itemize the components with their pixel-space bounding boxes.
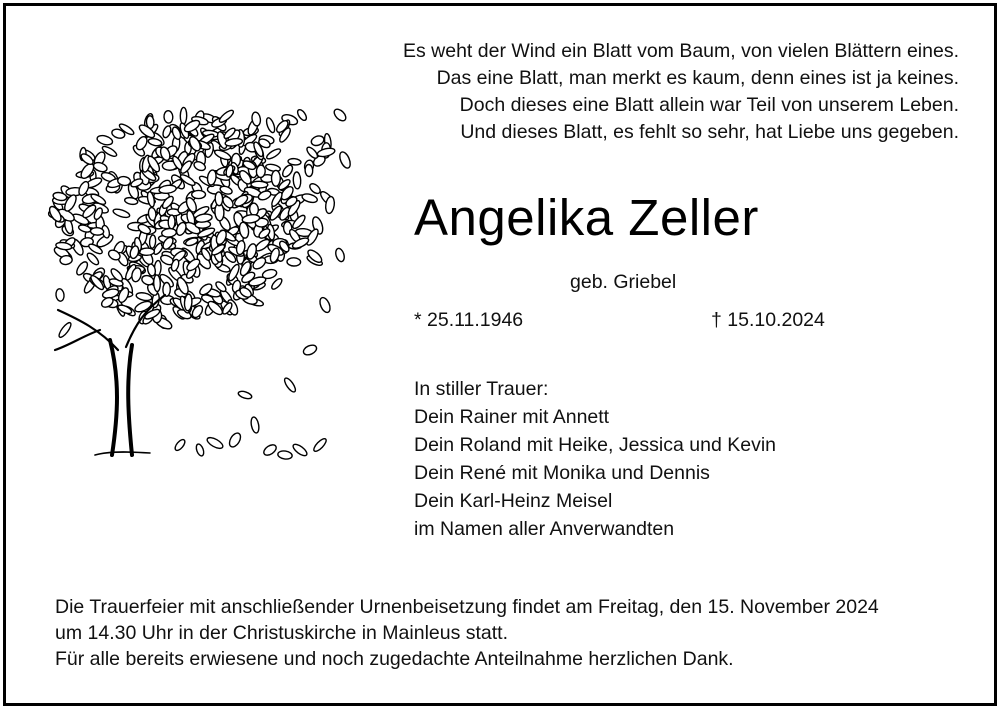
leaf: [162, 125, 173, 139]
leaf: [173, 438, 186, 452]
leaf: [55, 288, 64, 301]
mourner-line: im Namen aller Anverwandten: [414, 518, 675, 540]
birth-date: * 25.11.1946: [414, 309, 524, 331]
leaf: [96, 134, 114, 146]
poem-line: Es weht der Wind ein Blatt vom Baum, von vielen Blättern eines.: [402, 40, 959, 62]
mourner-line: Dein Karl-Heinz Meisel: [414, 490, 613, 512]
mourners-list: [414, 376, 776, 544]
leaf: [283, 376, 298, 393]
mourner-line: Dein Roland mit Heike, Jessica und Kevin: [414, 434, 777, 456]
leaf: [338, 150, 353, 169]
leaf: [180, 107, 187, 124]
leaf: [293, 172, 301, 189]
leaf: [270, 277, 283, 291]
leaf: [192, 190, 206, 198]
leaf: [153, 275, 160, 292]
leaf: [277, 450, 292, 460]
leaf: [318, 296, 332, 314]
poem-line: Und dieses Blatt, es fehlt so sehr, hat Liebe uns gegeben.: [460, 121, 959, 143]
leaf: [215, 192, 223, 206]
leaf: [149, 235, 156, 249]
leaf: [332, 107, 348, 123]
leaf: [265, 147, 282, 160]
funeral-notice: [55, 594, 879, 672]
poem-line: Das eine Blatt, man merkt es kaum, denn eines ist ja keines.: [436, 67, 959, 89]
funeral-notice-line: um 14.30 Uhr in der Christuskirche in Mainleus statt.: [55, 622, 509, 644]
leaf: [237, 390, 252, 400]
leaf: [184, 294, 193, 311]
leaf: [256, 165, 265, 178]
mourner-line: Dein René mit Monika und Dennis: [414, 462, 710, 484]
leaf: [317, 147, 336, 158]
mourner-line: Dein Rainer mit Annett: [414, 406, 610, 428]
leaf: [250, 416, 260, 433]
leaf: [206, 435, 225, 450]
leaf: [291, 442, 308, 457]
leaf: [287, 258, 301, 267]
funeral-notice-line: Die Trauerfeier mit anschließender Urnenbeisetzung findet am Freitag, den 15. November 2024: [55, 596, 879, 618]
leaf: [168, 215, 175, 229]
maiden-name: geb. Griebel: [570, 271, 677, 293]
poem: [403, 38, 959, 146]
leaf: [272, 170, 281, 186]
leaf: [308, 182, 322, 195]
leaf: [163, 282, 171, 296]
leaf: [265, 117, 276, 134]
leaf: [90, 227, 104, 235]
thanks-line: Für alle bereits erwiesene und noch zugedachte Anteilnahme herzlichen Dank.: [55, 648, 734, 670]
leaf: [207, 169, 217, 185]
leaf: [262, 443, 278, 458]
leaf: [281, 163, 295, 178]
death-date: † 15.10.2024: [711, 309, 825, 331]
leaf: [227, 263, 241, 282]
leaf: [195, 443, 205, 457]
poem-line: Doch dieses eine Blatt allein war Teil von unserem Leben.: [459, 94, 959, 116]
windblown-tree-icon: [40, 95, 370, 475]
leaf: [57, 321, 73, 339]
leaf: [137, 223, 152, 236]
leaf: [301, 192, 318, 204]
leaf: [161, 228, 176, 238]
leaf: [227, 431, 243, 449]
leaf: [305, 164, 313, 176]
leaf: [112, 208, 130, 220]
leaf: [302, 343, 318, 356]
leaf: [164, 110, 174, 123]
leaf: [334, 247, 345, 262]
leaf: [312, 437, 328, 453]
mourners-heading: In stiller Trauer:: [414, 378, 549, 400]
leaf: [249, 203, 259, 216]
deceased-name: Angelika Zeller: [414, 189, 759, 246]
leaf: [288, 158, 302, 166]
